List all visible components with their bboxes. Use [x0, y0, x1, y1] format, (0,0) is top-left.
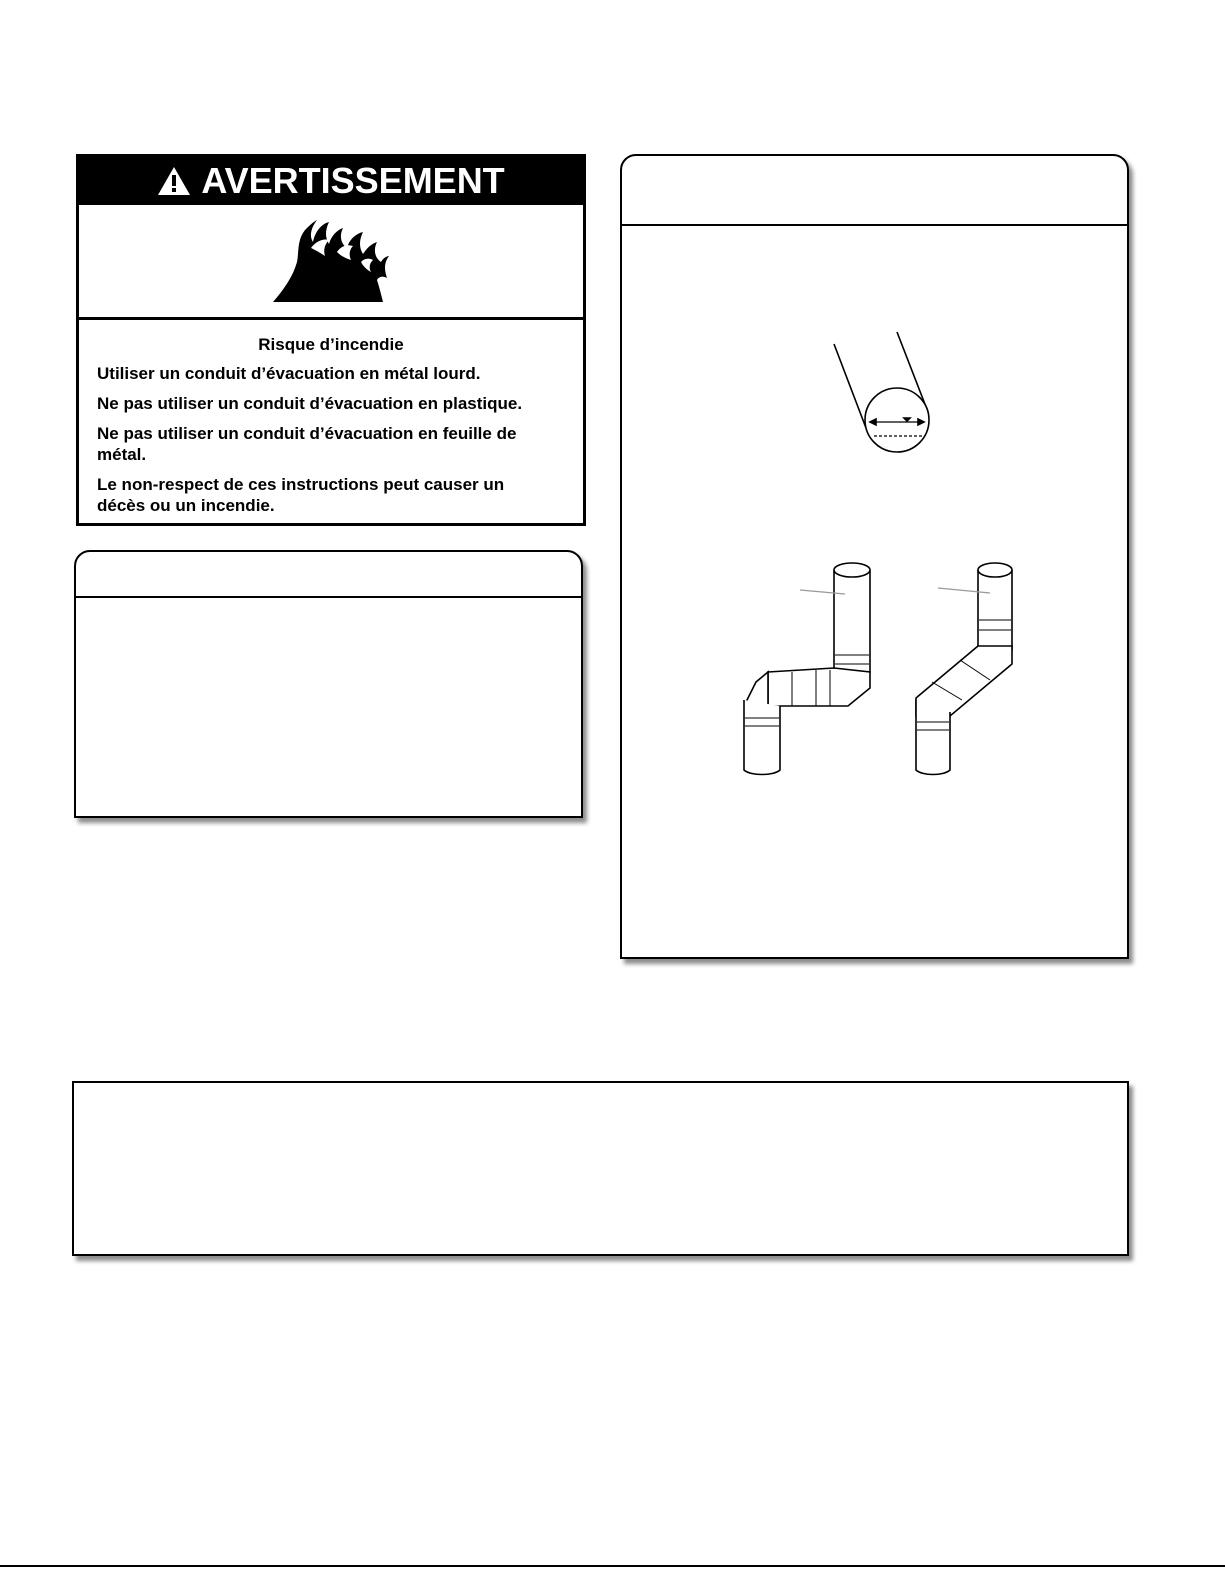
footer-rule — [0, 1565, 1225, 1567]
warning-title: AVERTISSEMENT — [201, 160, 505, 201]
warning-line: Ne pas utiliser un conduit d’évacuation en plastique. — [97, 394, 523, 413]
warning-line: Le non-respect de ces instructions peut causer un décès ou un incendie. — [97, 475, 505, 515]
duct-diameter-drawing — [834, 332, 929, 452]
duct-offset-right — [916, 563, 1012, 775]
warning-line: Utiliser un conduit d’évacuation en métal lourd. — [97, 364, 481, 383]
hazard-title: Risque d’incendie — [258, 335, 404, 354]
duct-elbow-left — [744, 563, 870, 775]
warning-line: Ne pas utiliser un conduit d’évacuation en feuille de métal. — [97, 424, 517, 464]
